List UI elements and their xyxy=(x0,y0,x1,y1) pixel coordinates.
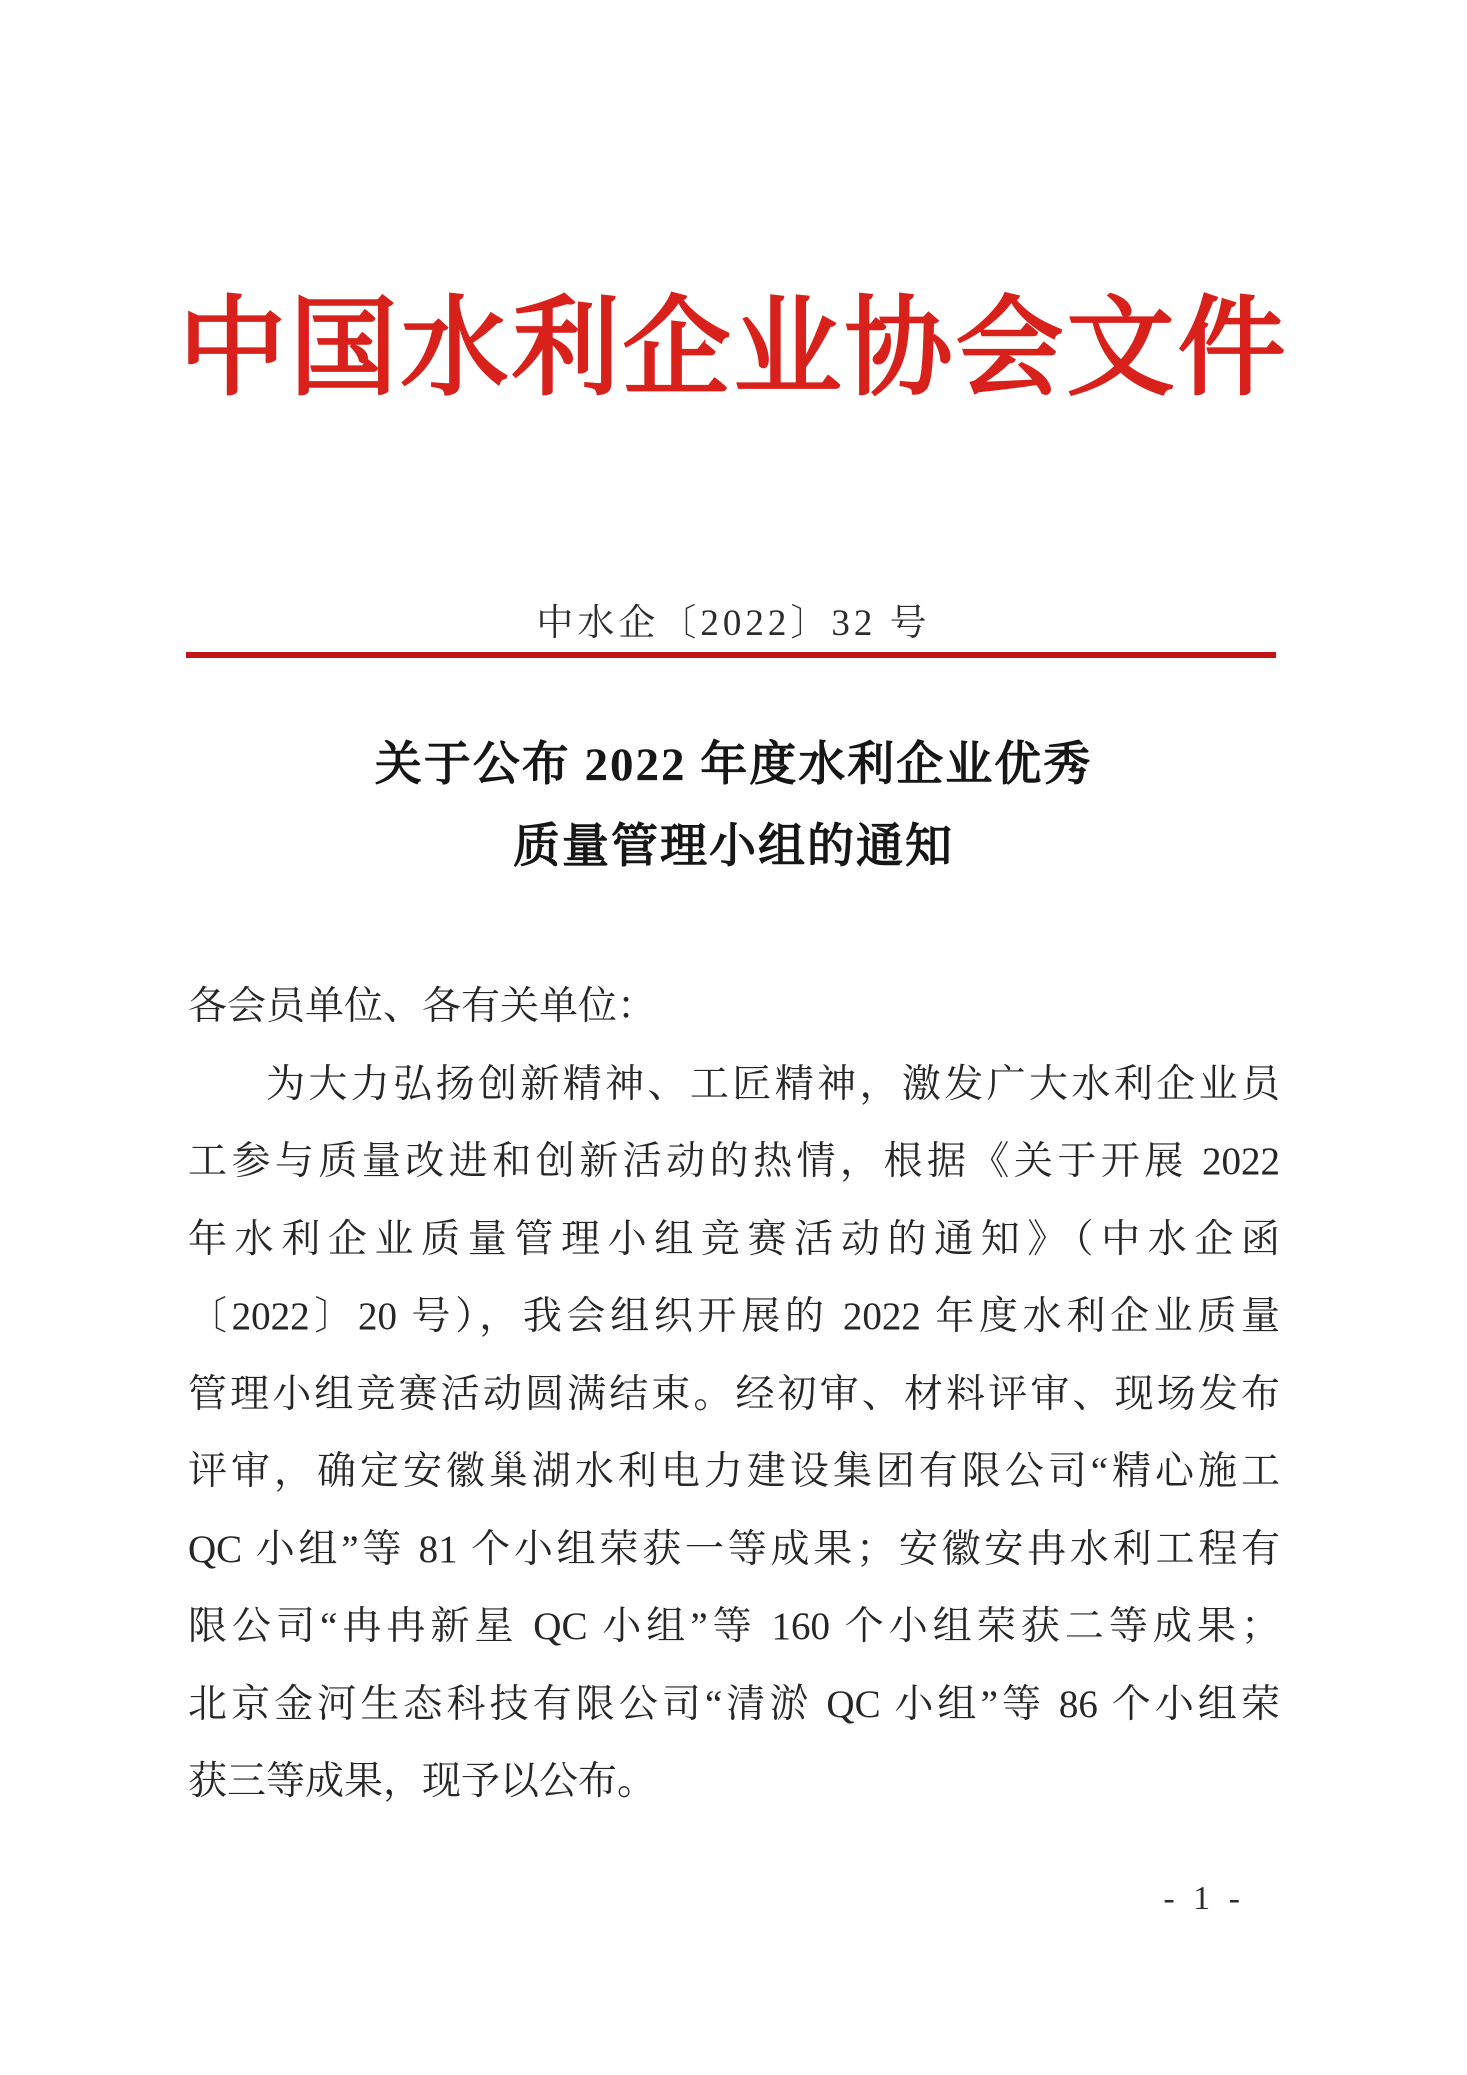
body-line: 年水利企业质量管理小组竞赛活动的通知》（中水企函 xyxy=(188,1217,1280,1261)
body-line: 为大力弘扬创新精神、工匠精神，激发广大水利企业员 xyxy=(266,1062,1280,1106)
red-divider-line xyxy=(186,652,1276,658)
document-title-line2: 质量管理小组的通知 xyxy=(513,821,954,873)
body-line: QC 小组”等 81 个小组荣获一等成果；安徽安冉水利工程有 xyxy=(188,1527,1280,1571)
body-line: 评审，确定安徽巢湖水利电力建设集团有限公司“精心施工 xyxy=(188,1450,1280,1493)
body-line: 获三等成果，现予以公布。 xyxy=(188,1760,657,1803)
salutation: 各会员单位、各有关单位： xyxy=(188,985,657,1028)
body-line: 工参与质量改进和创新活动的热情，根据《关于开展 2022 xyxy=(188,1140,1280,1183)
document-body xyxy=(188,968,1280,1821)
page-number: - 1 - xyxy=(1163,1880,1245,1917)
document-header-title: 中国水利企业协会文件 xyxy=(178,290,1289,409)
doc-number: 中水企〔2022〕32 号 xyxy=(536,603,931,644)
body-line: 管理小组竞赛活动圆满结束。经初审、材料评审、现场发布 xyxy=(188,1372,1280,1416)
document-title-line1: 关于公布 2022 年度水利企业优秀 xyxy=(374,739,1093,791)
body-line: 〔2022〕20 号），我会组织开展的 2022 年度水利企业质量 xyxy=(188,1295,1280,1338)
body-line: 限公司“冉冉新星 QC 小组”等 160 个小组荣获二等成果； xyxy=(188,1605,1280,1648)
body-line: 北京金河生态科技有限公司“清淤 QC 小组”等 86 个小组荣 xyxy=(188,1682,1280,1726)
document-title xyxy=(0,724,1467,888)
